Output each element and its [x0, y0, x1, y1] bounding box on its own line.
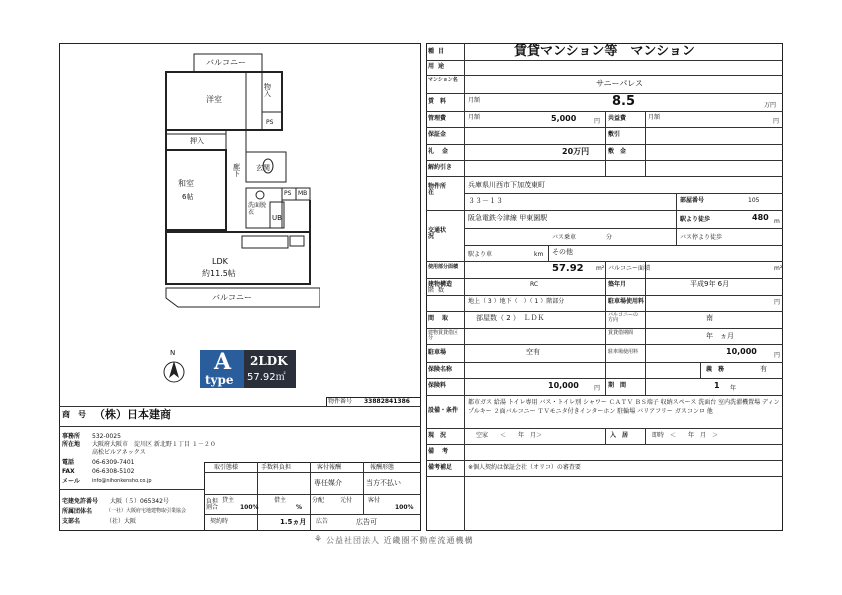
row-line [426, 210, 783, 211]
col-line [645, 261, 646, 378]
insurance-fee-label: 保険料 [428, 382, 447, 389]
label-column-line [464, 43, 465, 531]
common-unit: 円 [773, 118, 780, 125]
common-label: 共益費 [608, 115, 627, 122]
movein-label: 入居 [610, 432, 635, 439]
contract-type-label: 建物賃貸借区分 [428, 330, 459, 341]
parking-lot-label: 駐車場 [428, 349, 447, 356]
row-line [426, 75, 783, 76]
line: 阪急電鉄今津線 甲東園駅 [468, 214, 548, 222]
traffic-label: 交通状況 [428, 227, 447, 240]
cancel-label: 解約引き [428, 164, 453, 171]
area-unit: m² [596, 265, 605, 272]
key-money-label: 礼金 [428, 148, 457, 155]
built-label: 築年月 [608, 281, 627, 288]
room-balcony-top: バルコニー [206, 58, 246, 67]
walk-unit: m [774, 218, 780, 225]
location-label: 物件所在 [428, 183, 447, 196]
room-corridor: 廊下 [233, 163, 240, 178]
balcony-dir: 南 [706, 314, 713, 322]
other: その他 [552, 248, 573, 256]
kind-label: 種目 [428, 48, 449, 55]
room-mb: MB [298, 190, 308, 197]
deal-split-label: 分配 [312, 497, 325, 504]
parking-lot: 空有 [526, 348, 540, 356]
deposit-label: 保証金 [428, 131, 447, 138]
structure: RC [530, 281, 539, 288]
room-ps-top: PS [266, 119, 274, 126]
room-no-label: 部屋番号 [680, 197, 705, 204]
deal-col-line-1 [257, 462, 258, 531]
deal-lessor-value: 100% [240, 504, 259, 511]
rent-sub: 月額 [468, 97, 481, 104]
notes-label: 備考補足 [428, 464, 453, 471]
rent-value: 8.5 [612, 94, 636, 109]
deal-row-line-2 [204, 494, 421, 495]
status-label: 現況 [428, 432, 453, 439]
common-sub: 月額 [648, 114, 661, 121]
name-label: マンション名 [428, 77, 458, 83]
parking-unit: 円 [774, 299, 781, 306]
north-arrow-icon [162, 358, 186, 384]
agent-guild-label: 所属団体名 [62, 508, 93, 515]
structure-label: 建物構造 [428, 281, 453, 288]
agent-info-line [59, 489, 204, 490]
deal-lessee-value: % [296, 504, 303, 511]
room-ldk-size: 約11.5帖 [202, 269, 236, 278]
floors: 地上（ 3 ）地下（ ）（ 1 ）階部分 [468, 298, 565, 305]
area-label: 使用部分面積 [428, 264, 459, 270]
balcony-dir-label: バルコニーの方向 [608, 312, 639, 323]
agent-license: 大阪（５）065342号 [110, 498, 169, 505]
notes: ※個人契約は保証会社（オリコ）の審査要 [468, 464, 581, 471]
deal-fee-payment: 当方不払い [366, 479, 401, 487]
room-ub: UB [272, 214, 282, 222]
row-line [464, 228, 783, 229]
movein: 即時 ＜ 年 月 ＞ [652, 432, 719, 439]
col-line [676, 210, 677, 245]
col-line [645, 428, 646, 444]
insurance-name-label: 保険名称 [428, 366, 453, 373]
room-entrance: 玄関 [256, 164, 270, 172]
bus-ride: バス乗車 [552, 234, 577, 241]
room-storage: 物入 [264, 83, 271, 98]
agent-tel-label: 電話 [62, 459, 75, 466]
col-line [700, 362, 701, 378]
floor-plan [150, 52, 320, 314]
car-label: 駅より車 [468, 251, 493, 258]
deal-mode: 専任媒介 [314, 479, 342, 487]
insurance-fee: 10,000 [548, 381, 579, 390]
room-washroom: 洗面脱衣 [248, 202, 267, 217]
shikikin-label: 敷金 [608, 148, 633, 155]
row-line [464, 245, 783, 246]
equip-label: 設備・条件 [428, 407, 459, 414]
agent-address: 大阪府大阪市 淀川区 新北野１丁目 １－２０ [92, 441, 216, 448]
parking-fee-unit: 円 [774, 352, 781, 359]
agent-tel: 06-6309-7401 [92, 459, 135, 466]
deal-client-label: 客付 [368, 497, 381, 504]
remarks-label: 備考 [428, 448, 457, 455]
deal-origin-label: 元付 [340, 497, 353, 504]
row-line [464, 193, 783, 194]
agent-trade-label: 商号 [62, 410, 94, 419]
type-letter: A [214, 349, 232, 375]
lease-label: 賃貸借期間 [608, 330, 634, 336]
room-balcony-bottom: バルコニー [212, 293, 252, 302]
type-area: 57.92㎡ [247, 372, 286, 383]
room-oshiire: 押入 [190, 137, 204, 145]
layout: 部屋数（ 2 ） ＬＤＫ [476, 314, 545, 322]
agent-branch: （社）大阪 [106, 518, 137, 525]
balcony-area-unit: m² [774, 265, 783, 272]
agent-mail[interactable]: info@nihonkensho.co.jp [92, 478, 152, 484]
location-2: ３３－１３ [468, 197, 503, 205]
agent-zip: 532-0025 [92, 433, 121, 440]
col-line [605, 111, 606, 176]
footer-logo-icon: ⚘ [314, 535, 323, 545]
duty: 有 [760, 365, 767, 373]
floors-label: 階数 [428, 287, 449, 294]
mgmt-unit: 円 [594, 118, 601, 125]
col-line [605, 378, 606, 395]
col-line [605, 428, 606, 444]
deal-contract-label: 契約時 [210, 518, 229, 525]
deal-header-fee: 手数料負担 [261, 464, 292, 471]
room-ps: PS [284, 190, 292, 197]
term: 1 [714, 381, 720, 390]
deal-col-line-3 [363, 462, 364, 514]
agent-name-line [59, 426, 421, 427]
page-title: 賃貸マンション等 マンション [514, 44, 695, 59]
col-line [676, 193, 677, 210]
room-japanese-size: 6帖 [182, 193, 194, 201]
area-value: 57.92 [552, 263, 584, 274]
row-line [426, 444, 783, 445]
lease: 年 ヵ月 [706, 332, 734, 340]
deal-row-line-1 [204, 472, 421, 473]
agent-guild: （一社）大阪府宅地建物取引業協会 [106, 508, 187, 514]
row-line [426, 176, 783, 177]
col-line [645, 378, 646, 395]
row-line [426, 93, 783, 94]
term-label: 期間 [608, 382, 633, 389]
agent-address-label: 所在地 [62, 441, 81, 448]
bus-min: 分 [606, 234, 613, 241]
listing-id: 33882841386 [364, 398, 410, 405]
deal-row-line-3 [204, 514, 421, 515]
walk-label: 駅より徒歩 [680, 216, 711, 223]
parking-fee-label: 駐車場使用料 [608, 349, 639, 355]
built: 平成9年 6月 [690, 280, 730, 288]
deal-lessor-label: 貸主 [222, 497, 235, 504]
km-unit: km [534, 251, 544, 258]
deal-lessee-label: 借主 [274, 497, 287, 504]
deal-split-value: 100% [395, 504, 414, 511]
duty-label: 義務 [706, 366, 731, 373]
layout-label: 間取 [428, 315, 457, 322]
row-line [426, 460, 783, 461]
north-arrow [162, 350, 186, 384]
mgmt-label: 管理費 [428, 115, 447, 122]
bus-walk: バス停より徒歩 [680, 234, 723, 241]
deal-ad-label: 広告 [316, 518, 329, 525]
balcony-area-label: バルコニー面積 [608, 265, 651, 272]
footer-text: 公益社団法人 近畿圏不動産流通機構 [326, 536, 474, 545]
deal-header-reward: 客付報酬 [317, 464, 342, 471]
insurance-fee-unit: 円 [594, 385, 601, 392]
type-badge [200, 350, 296, 388]
agent-license-label: 宅建免許番号 [62, 498, 99, 505]
room-ldk: LDK [212, 257, 228, 266]
usage-label: 用途 [428, 63, 449, 70]
agent-trade-name: （株）日本建商 [94, 408, 171, 421]
agent-fax: 06-6308-5102 [92, 468, 135, 475]
room-japanese: 和室 [178, 179, 194, 188]
row-line [426, 395, 783, 396]
room-western: 洋室 [206, 95, 222, 104]
agent-mail-label: メール [62, 478, 80, 485]
shikibiki-label: 敷引 [608, 131, 621, 138]
agent-branch-label: 支部名 [62, 518, 81, 525]
rent-label: 賃料 [428, 98, 453, 105]
rent-unit: 万円 [764, 102, 777, 109]
north-label: N [170, 349, 176, 357]
property-name: サニーパレス [596, 79, 644, 88]
parking-fee: 10,000 [726, 347, 757, 356]
row-line [426, 60, 783, 61]
parking-label: 駐車場使用料 [608, 298, 645, 305]
mgmt-sub: 月額 [468, 114, 481, 121]
agent-top-line [59, 406, 421, 407]
col-line [548, 245, 549, 261]
mgmt-value: 5,000 [551, 114, 577, 123]
location: 兵庫県川西市下加茂東町 [468, 181, 545, 189]
col-line [645, 111, 646, 176]
listing-id-label: 物件番号 [328, 398, 353, 405]
type-word: type [205, 373, 234, 387]
deal-col-line-2 [310, 462, 311, 531]
deal-header-mode: 取引態様 [214, 464, 239, 471]
deal-contract-fee: 1.5ヵ月 [280, 518, 307, 526]
col-line [605, 261, 606, 378]
agent-fax-label: FAX [62, 468, 75, 475]
agent-office-label: 事務所 [62, 433, 81, 440]
deal-share-label: 負担割合 [206, 498, 219, 511]
row-line [426, 476, 783, 477]
room-no: 105 [748, 197, 760, 204]
agent-building: 高松ビルアネックス [92, 449, 146, 456]
term-unit: 年 [730, 385, 737, 392]
deal-header-type: 報酬形態 [370, 464, 395, 471]
walk-value: 480 [752, 213, 769, 222]
status: 空家 ＜ 年 月＞ [476, 432, 543, 439]
type-layout: 2LDK [250, 354, 288, 368]
deal-ad-value: 広告可 [356, 518, 377, 526]
equip: 都市ガス 給湯 トイレ専用 バス・トイレ別 シャワー ＣＡＴＶ ＢＳ端子 収納スペース 洗面台 室内洗濯機置場 ディンプルキー ２面バルコニー ＴＶモニタ付きインターホン 駐輪場 バリアフリー ガスコンロ 他 [468, 399, 780, 415]
key-money: 20万円 [562, 147, 590, 156]
